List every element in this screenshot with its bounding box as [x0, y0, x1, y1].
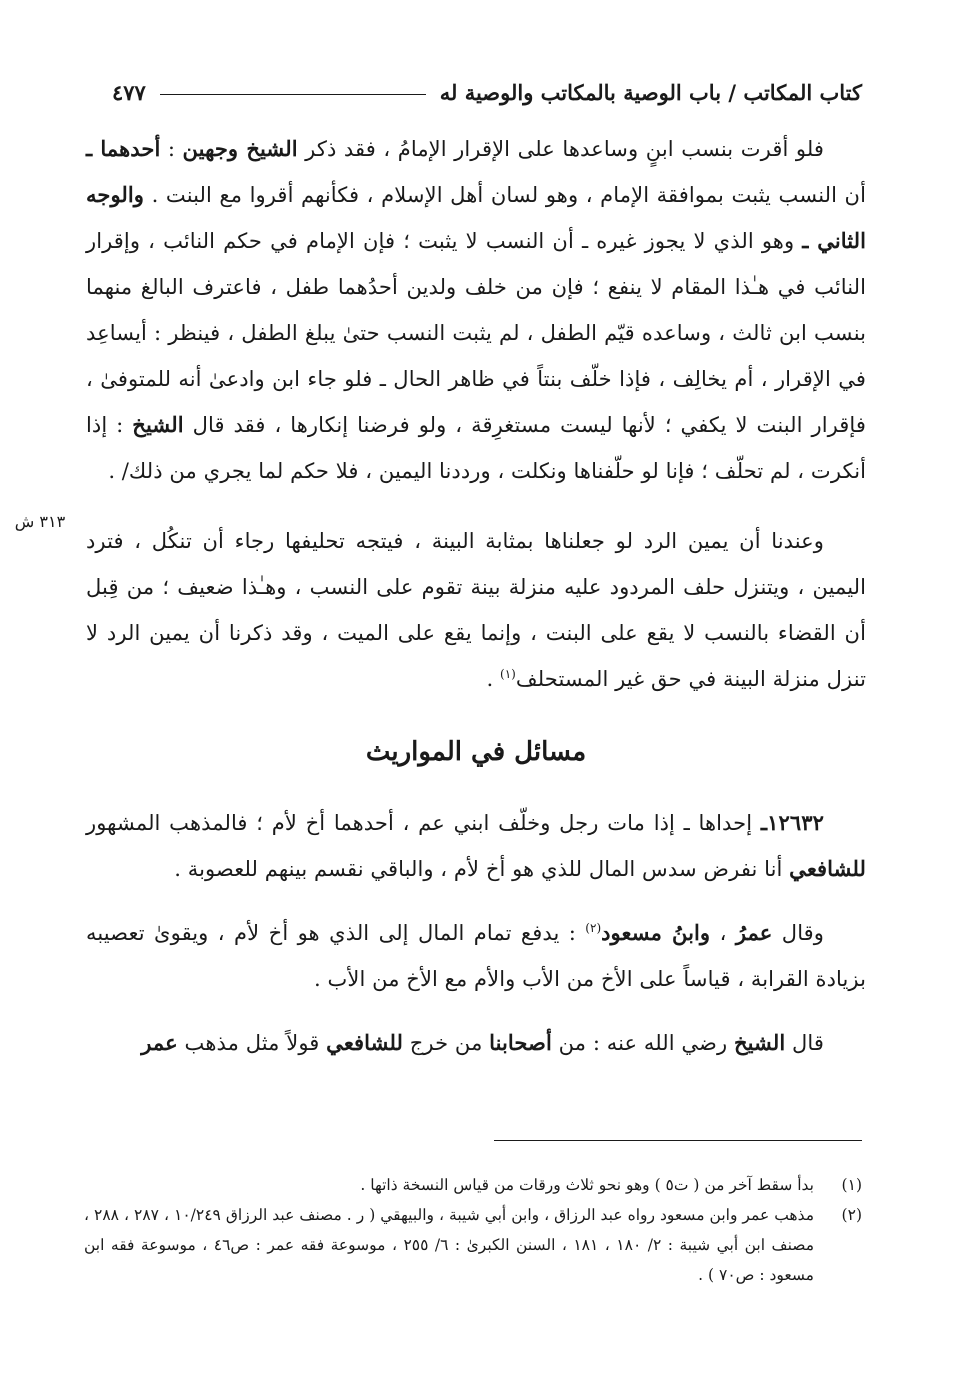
text-span: قال [785, 1030, 824, 1055]
issue-number: ١٢٦٣٢ـ [760, 810, 824, 835]
running-header [112, 72, 862, 112]
text-span: : [160, 136, 183, 161]
footnote-1 [84, 1170, 862, 1200]
text-span: أنا نفرض سدس المال للذي هو أخ لأم ، والباقي نقسم بينهم للعصوبة . [174, 856, 790, 881]
bold-term: الشيخ [132, 412, 184, 437]
text-span: إحداها ـ إذا مات رجل وخلّف ابني عم ، أحدهما أخ لأم ؛ فالمذهب المشهور [86, 810, 761, 835]
bold-term: عمر [141, 1030, 178, 1055]
footnote-ref: (١) [500, 667, 516, 681]
text-span: أن النسب يثبت بموافقة الإمام ، وهو لسان أهل الإسلام ، فكأنهم أقروا مع البنت . [143, 182, 866, 207]
bold-term: عمرُ [735, 920, 773, 945]
running-title: كتاب المكاتب / باب الوصية بالمكاتب والوصية له [439, 79, 862, 105]
page-number: ٤٧٧ [112, 79, 146, 105]
paragraph-3 [86, 800, 866, 892]
paragraph-4 [86, 910, 866, 1002]
text-span: ، [710, 920, 736, 945]
footnote-number: (١) [841, 1176, 862, 1194]
text-span: : إذا أنكرت ، لم تحلّف ؛ فإنا لو حلّفناها ونكلت ، ورددنا اليمين ، فلا حكم لما يجري من ذلك/ . [86, 412, 866, 483]
bold-term: والوجه الثاني ـ [86, 182, 866, 253]
body-text [86, 126, 866, 1066]
footnote-text: بدأ سقط آخر من ( ت٥ ) وهو نحو ثلاث ورقات من قياس النسخة ذاتها . [360, 1176, 814, 1194]
text-span: رضي الله عنه : من [551, 1030, 734, 1055]
bold-term: للشافعي [326, 1030, 403, 1055]
text-span: وهو الذي لا يجوز غيره ـ أن النسب لا يثبت ؛ فإن الإمام في حكم النائب ، وإقرار النائب في هـٰذا المقام لا ينفع ؛ فإن من خلف ولدين أحدُهما طفل ، فاعترف البالغ منهما بنسب ابن ثالث ، وساعده قيّم الطفل ، لم يثبت النسب حتىٰ يبلغ الطفل ، فينظر : أيساعِد في الإقرار ، أم يخالِف ، فإذا خلّف بنتاً في ظاهر الحال ـ فلو جاء ابن وادعىٰ أنه للمتوفىٰ ، فإقرار البنت لا يكفي ؛ لأنها ليست مستغرِقة ، ولو فرضنا إنكارها ، فقد قال [86, 228, 866, 437]
text-span: . [486, 666, 501, 691]
bold-term: الشيخ [733, 1030, 786, 1055]
footnote-2 [84, 1200, 862, 1290]
text-span: فلو أقرت بنسب ابنٍ وساعدها على الإقرار الإمامُ ، فقد ذكر [297, 136, 824, 161]
bold-term: أحدهما ـ [86, 136, 161, 161]
header-rule [160, 94, 426, 95]
paragraph-5 [86, 1020, 866, 1066]
bold-term: للشافعي [789, 856, 866, 881]
margin-note: ٣١٣ ش [14, 512, 66, 531]
bold-term: أصحابنا [489, 1030, 552, 1055]
text-span: : يدفع تمام المال إلى الذي هو أخ لأم ، ويقوىٰ تعصيبه بزيادة القرابة ، قياساً على الأخ من الأب والأم مع الأخ من الأب . [86, 920, 866, 991]
footnotes [84, 1170, 862, 1290]
bold-term: وابنُ مسعود [601, 920, 711, 945]
paragraph-1 [86, 126, 866, 494]
footnote-ref: (٢) [585, 921, 602, 935]
bold-term: الشيخ وجهين [182, 136, 298, 161]
text-span: من خرج [403, 1030, 490, 1055]
footnote-text: مذهب عمر وابن مسعود رواه عبد الرزاق ، وابن أبي شيبة ، والبيهقي ( ر . مصنف عبد الرزاق ١٠/٢٤٩ ، ٢٨٧ ، ٢٨٨ ، مصنف ابن أبي شيبة : ٢/ ١٨٠ ، ١٨١ ، السنن الكبرىٰ : ٦/ ٢٥٥ ، موسوعة فقه عمر : ص٤٦ ، موسوعة فقه ابن مسعود : ص٧٠ ) . [84, 1206, 815, 1284]
text-span: وقال [772, 920, 825, 945]
footnote-rule [494, 1140, 862, 1141]
text-span: قولاً مثل مذهب [177, 1030, 327, 1055]
text-span: وعندنا أن يمين الرد لو جعلناها بمثابة البينة ، فيتجه تحليفها رجاء أن تنكُل ، فترد اليمين ، ويتنزل حلف المردود عليه منزلة بينة تقوم على النسب ، وهـٰذا ضعيف ؛ من قِبل أن القضاء بالنسب لا يقع على البنت ، وإنما يقع على الميت ، وقد ذكرنا أن يمين الرد لا تنزل منزلة البينة في حق غير المستحلف [86, 528, 866, 691]
footnote-number: (٢) [841, 1206, 862, 1224]
section-heading: مسائل في المواريث [365, 737, 587, 767]
paragraph-2 [86, 518, 866, 702]
